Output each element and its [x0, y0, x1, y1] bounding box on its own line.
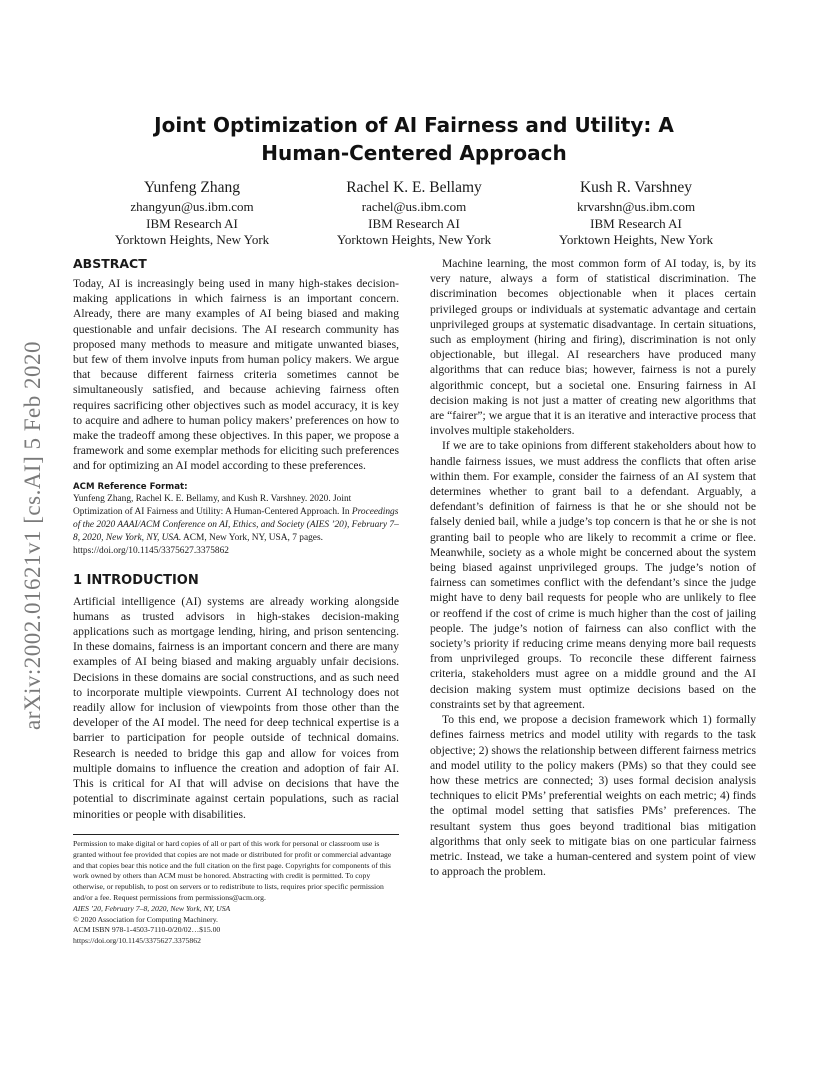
abstract-text: Today, AI is increasingly being used in many high-stakes decision-making applications in which fairness is an important concern. Already, there are many examples of AI being biased and making questionable and unfair decisions. The AI research community has proposed many methods to measure and mitigate unwanted biases, but few of them involve inputs from human policy makers. We argue that because different fairness criteria sometimes cannot be simultaneously satisfied, and because achieving fairness often requires sacrificing other objectives such as model accuracy, it is key to acquire and adhere to human policy makers’ preferences on how to make the tradeoff among these objectives. In this paper, we propose a framework and some exemplar methods for eliciting such preferences and for optimizing an AI model according to these preferences. [73, 277, 399, 473]
introduction-heading: 1 INTRODUCTION [73, 572, 199, 588]
author-org: IBM Research AI [368, 215, 460, 231]
arxiv-identifier: arXiv:2002.01621v1 [cs.AI] 5 Feb 2020 [20, 340, 45, 730]
author-location: Yorktown Heights, New York [558, 232, 714, 247]
introduction-paragraph-1: Artificial intelligence (AI) systems are already working alongside humans as trusted advisors in high-stakes decision-making applications such as mortgage lending, hiring, and prison sentencing. In these domains, fairness is an important concern and there are many examples of AI being biased and making arguably unfair decisions. Decisions in these domains are social constructions, and as such need to incorporate multiple viewpoints. Current AI technology does not readily allow for inclusion of viewpoints from those other than the developer of the AI model. The need for deep technical expertise is a barrier to participation for people outside of technical domains. Research is needed to bridge this gap and allow for voices from multiple domains to influence the creation and adoption of fair AI. This is critical for AI that will advise on decisions that have the potential to discriminate against certain populations, such as racial minorities or people with disabilities. [73, 594, 399, 821]
author-email: zhangyun@us.ibm.com [130, 199, 254, 214]
acm-reference-venue: Proceedings of the 2020 AAAI/ACM Conference on AI, Ethics, and Society (AIES ’20), February 7–8, 2020, New York, NY, USA. [73, 506, 399, 544]
author-name: Yunfeng Zhang [144, 179, 240, 196]
acm-reference-authors: Yunfeng Zhang, Rachel K. E. Bellamy, and Kush R. Varshney. 2020. Joint Optimization of AI Fairness and Utility: A Human-Centered Approach. In [73, 493, 352, 517]
body-paragraph-3: To this end, we propose a decision framework which 1) formally defines fairness metrics and model utility with regards to the task objective; 2) shows the relationship between different fairness metrics and model utility to the policy makers (PMs) so that they could see how these metrics are connected; 3) uses formal decision analysis techniques to elicit PMs’ preferential weights on each metric; 4) finds the optimal model setting that satisfies PMs’ preferences. The resultant system thus goes beyond traditional bias mitigation algorithms that only seek to mitigate bias on one particular fairness metric. Instead, we take a human-centered and system point of view to approach the problem. [430, 713, 756, 879]
left-column [73, 256, 399, 822]
author-org: IBM Research AI [146, 215, 238, 231]
author-org: IBM Research AI [590, 215, 682, 231]
author-name: Kush R. Varshney [579, 179, 693, 196]
right-column [430, 256, 756, 879]
body-paragraph-2: If we are to take opinions from different stakeholders about how to handle fairness issues, we must address the conflicts that often arise within them. For example, consider the fairness of an AI system that determines whether to grant bail to a defendant. Arguably, a defendant’s definition of fairness is that he or she should not be falsely denied bail, while a judge’s top concern is that he or she is not granting bail to people who are likely to recommit a crime or flee. Meanwhile, society as a whole might be concerned about the system being biased against unprivileged groups. The judge’s notion of fairness can sometimes conflict with the defendant’s since the judge might have to deny bail requests for people who are unlikely to flee or reoffend if the cost of crime is much higher than the cost of jailing people. The judge’s notion of fairness can also conflict with the society’s priority if reducing crime means denying more bail requests from unprivileged groups. To reconcile these different fairness criteria, stakeholders must agree on a middle ground and the AI decision making system must optimize decisions based on the constraints set by that agreement. [430, 439, 756, 711]
footnote-rule [73, 834, 399, 835]
acm-reference-text [73, 493, 399, 559]
author-block-1 [77, 178, 307, 249]
footnote-conference: AIES ’20, February 7–8, 2020, New York, NY, USA [73, 903, 231, 913]
author-block-3 [521, 178, 751, 249]
footnote-doi: https://doi.org/10.1145/3375627.3375862 [73, 936, 201, 946]
footnote-permission: Permission to make digital or hard copies of all or part of this work for personal or classroom use is granted without fee provided that copies are not made or distributed for profit or commercial advantage and that copies bear this notice and the full citation on the first page. Copyrights for components of this work owned by others than ACM must be honored. Abstracting with credit is permitted. To copy otherwise, or republish, to post on servers or to redistribute to lists, requires prior specific permission and/or a fee. Request permissions from permissions@acm.org. [73, 839, 392, 902]
author-email: krvarshn@us.ibm.com [576, 199, 696, 214]
abstract-heading: ABSTRACT [73, 256, 147, 271]
body-paragraph-1: Machine learning, the most common form of AI today, is, by its very nature, always a form of statistical discrimination. The discrimination becomes objectionable when it places certain privileged groups or individuals at systematic advantage and certain unprivileged groups at systematic disadvantage. In certain situations, such as employment (hiring and firing), discrimination is not only objectionable, but illegal. AI researchers have produced many algorithms that can reduce bias; however, fairness is not a purely algorithmic concept, but a societal one. Ensuring fairness in AI decision making is not just a matter of creating new algorithms that are “fairer”; we argue that it is an iterative and interactive process that involves multiple stakeholders. [430, 257, 756, 438]
author-location: Yorktown Heights, New York [336, 232, 492, 247]
author-name: Rachel K. E. Bellamy [346, 179, 482, 196]
author-email: rachel@us.ibm.com [361, 199, 467, 214]
acm-reference-heading: ACM Reference Format: [73, 481, 188, 492]
author-block-2 [299, 178, 529, 249]
footnote [73, 839, 403, 947]
author-location: Yorktown Heights, New York [114, 232, 270, 247]
acm-reference-tail: ACM, New York, NY, USA, 7 pages. https://doi.org/10.1145/3375627.3375862 [73, 533, 323, 557]
footnote-isbn: ACM ISBN 978-1-4503-7110-0/20/02…$15.00 [73, 925, 221, 935]
paper-title: Joint Optimization of AI Fairness and Utility: A Human-Centered Approach [154, 113, 674, 165]
footnote-copyright: © 2020 Association for Computing Machinery. [73, 914, 218, 924]
